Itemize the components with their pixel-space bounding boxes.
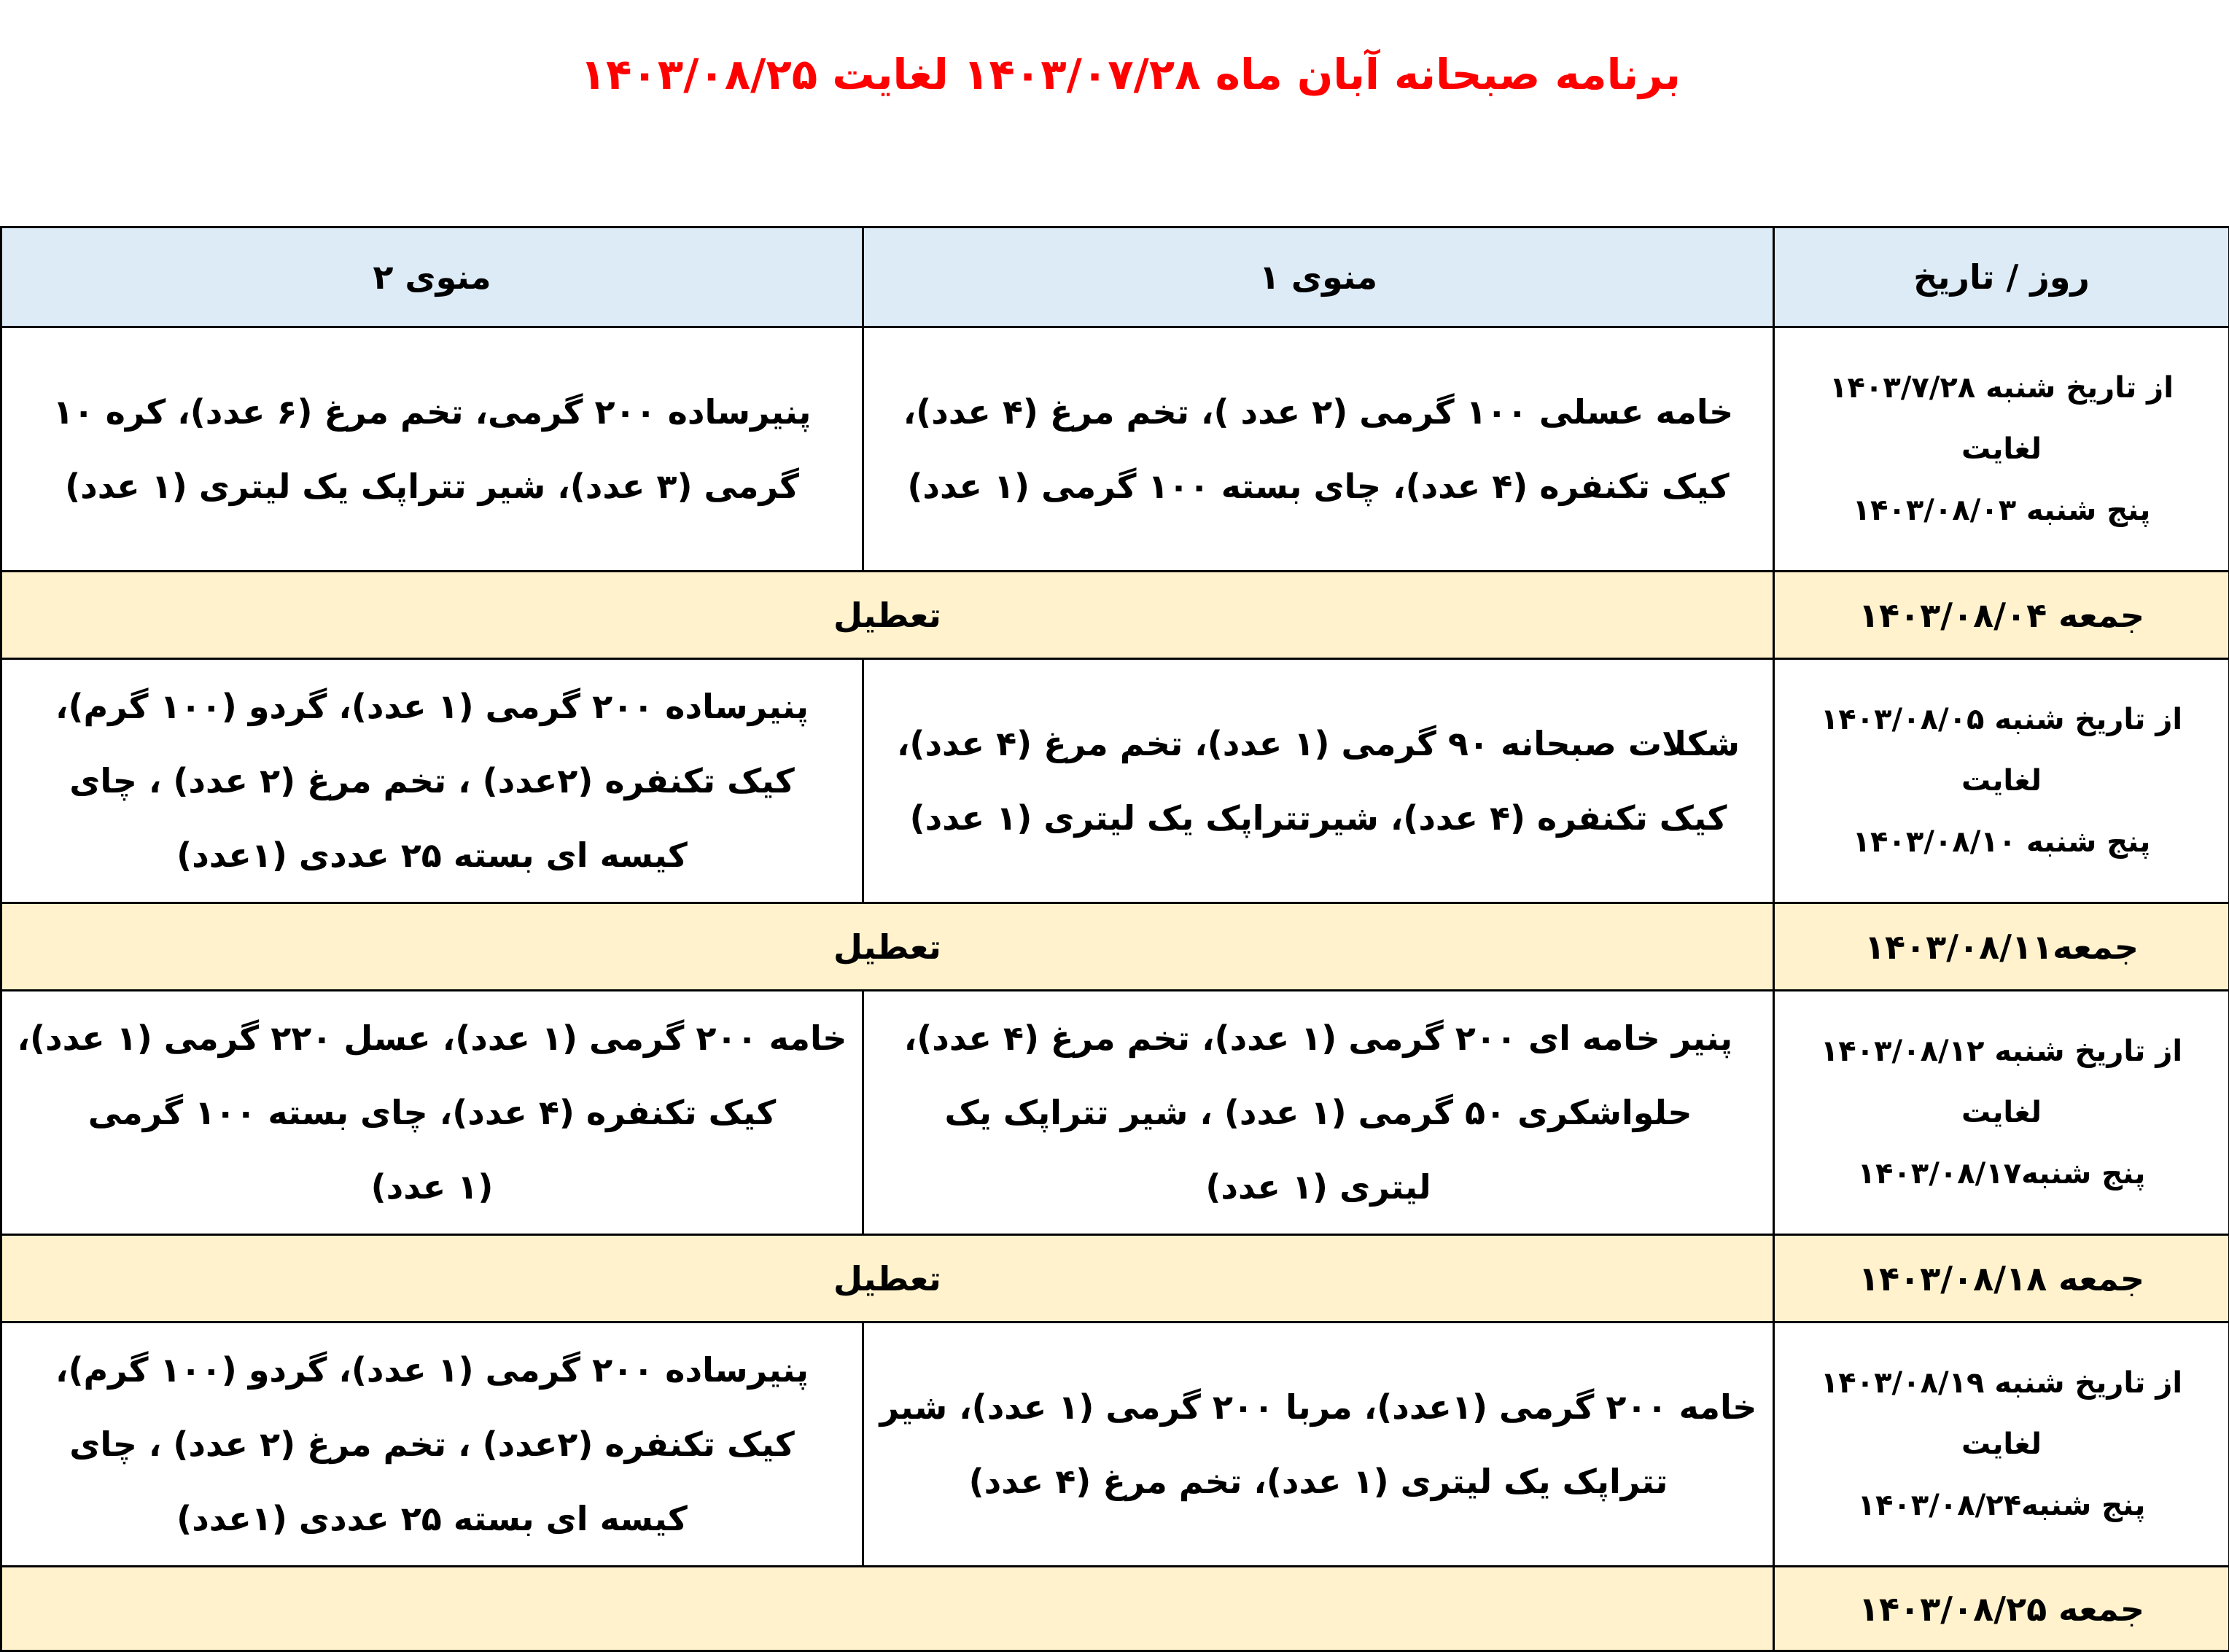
holiday-row <box>1 1235 2229 1322</box>
holiday-row <box>1 903 2229 991</box>
holiday-date: جمعه ۱۴۰۳/۰۸/۰۴ <box>1774 572 2229 659</box>
date-until-label: لغایت <box>1788 418 2215 480</box>
menu-1-cell <box>863 659 1774 903</box>
last-row <box>1 1567 2229 1651</box>
menu-line: کیک تکنفره (۴ عدد)، شیرتتراپک یک لیتری (۱ عدد) <box>877 781 1759 855</box>
header-menu-1: منوی ۱ <box>863 227 1774 327</box>
menu-2-cell <box>1 327 863 572</box>
page-title: برنامه صبحانه آبان ماه ۱۴۰۳/۰۷/۲۸ لغایت ۱۴۰۳/۰۸/۲۵ <box>0 38 1681 111</box>
menu-line: تتراپک یک لیتری (۱ عدد)، تخم مرغ (۴ عدد) <box>877 1444 1759 1519</box>
date-to: پنج شنبه ۱۴۰۳/۰۸/۰۳ <box>1788 480 2215 541</box>
menu-line: کیک تکنفره (۲عدد) ، تخم مرغ (۲ عدد) ، چای <box>15 744 849 818</box>
table-row <box>1 1322 2229 1567</box>
date-from: از تاریخ شنبه ۱۴۰۳/۷/۲۸ <box>1788 357 2215 418</box>
table-row <box>1 991 2229 1235</box>
holiday-row <box>1 572 2229 659</box>
date-to: پنج شنبه۱۴۰۳/۰۸/۲۴ <box>1788 1475 2215 1536</box>
header-date: روز / تاریخ <box>1774 227 2229 327</box>
menu-line: کیسه ای بسته ۲۵ عددی (۱عدد) <box>15 1481 849 1556</box>
date-from: از تاریخ شنبه ۱۴۰۳/۰۸/۰۵ <box>1788 689 2215 750</box>
menu-1-cell <box>863 1322 1774 1567</box>
menu-line: خامه عسلی ۱۰۰ گرمی (۲ عدد )، تخم مرغ (۴ عدد)، <box>877 375 1759 449</box>
header-menu-2: منوی ۲ <box>1 227 863 327</box>
menu-line: پنیر خامه ای ۲۰۰ گرمی (۱ عدد)، تخم مرغ (۴ عدد)، <box>877 1001 1759 1075</box>
menu-line: خامه ۲۰۰ گرمی (۱ عدد)، عسل ۲۲۰ گرمی (۱ عدد)، <box>15 1001 849 1075</box>
holiday-date: جمعه ۱۴۰۳/۰۸/۱۸ <box>1774 1235 2229 1322</box>
date-range-cell <box>1774 1322 2229 1567</box>
menu-line: (۱ عدد) <box>15 1150 849 1224</box>
menu-2-cell <box>1 1322 863 1567</box>
last-date: جمعه ۱۴۰۳/۰۸/۲۵ <box>1774 1567 2229 1651</box>
menu-line: کیک تکنفره (۴ عدد)، چای بسته ۱۰۰ گرمی (۱ عدد) <box>877 449 1759 523</box>
date-until-label: لغایت <box>1788 1414 2215 1475</box>
date-range-cell <box>1774 659 2229 903</box>
holiday-label: تعطیل <box>1 1235 1774 1322</box>
table-row <box>1 659 2229 903</box>
menu-line: پنیرساده ۲۰۰ گرمی (۱ عدد)، گردو (۱۰۰ گرم)، <box>15 1333 849 1407</box>
menu-line: لیتری (۱ عدد) <box>877 1150 1759 1224</box>
holiday-label: تعطیل <box>1 572 1774 659</box>
holiday-date: جمعه۱۴۰۳/۰۸/۱۱ <box>1774 903 2229 991</box>
menu-line: کیک تکنفره (۲عدد) ، تخم مرغ (۲ عدد) ، چای <box>15 1407 849 1481</box>
holiday-label: تعطیل <box>1 903 1774 991</box>
menu-line: خامه ۲۰۰ گرمی (۱عدد)، مربا ۲۰۰ گرمی (۱ عدد)، شیر <box>877 1370 1759 1444</box>
menu-1-cell <box>863 327 1774 572</box>
table-row <box>1 327 2229 572</box>
date-range-cell <box>1774 991 2229 1235</box>
date-range-cell <box>1774 327 2229 572</box>
menu-line: کیسه ای بسته ۲۵ عددی (۱عدد) <box>15 818 849 892</box>
date-to: پنج شنبه ۱۴۰۳/۰۸/۱۰ <box>1788 811 2215 873</box>
header-row <box>1 227 2229 327</box>
menu-line: حلواشکری ۵۰ گرمی (۱ عدد) ، شیر تتراپک یک <box>877 1075 1759 1150</box>
menu-2-cell <box>1 991 863 1235</box>
menu-1-cell <box>863 991 1774 1235</box>
date-to: پنج شنبه۱۴۰۳/۰۸/۱۷ <box>1788 1143 2215 1204</box>
menu-line: پنیرساده ۲۰۰ گرمی (۱ عدد)، گردو (۱۰۰ گرم)، <box>15 669 849 744</box>
date-until-label: لغایت <box>1788 1082 2215 1143</box>
menu-line: پنیرساده ۲۰۰ گرمی، تخم مرغ (۶ عدد)، کره ۱۰ <box>15 375 849 449</box>
menu-2-cell <box>1 659 863 903</box>
date-from: از تاریخ شنبه ۱۴۰۳/۰۸/۱۲ <box>1788 1021 2215 1082</box>
menu-line: شکلات صبحانه ۹۰ گرمی (۱ عدد)، تخم مرغ (۴ عدد)، <box>877 706 1759 781</box>
menu-line: کیک تکنفره (۴ عدد)، چای بسته ۱۰۰ گرمی <box>15 1075 849 1150</box>
date-until-label: لغایت <box>1788 750 2215 811</box>
date-from: از تاریخ شنبه ۱۴۰۳/۰۸/۱۹ <box>1788 1352 2215 1414</box>
breakfast-schedule-table <box>0 226 2229 1652</box>
menu-line: گرمی (۳ عدد)، شیر تتراپک یک لیتری (۱ عدد) <box>15 449 849 523</box>
last-label <box>1 1567 1774 1651</box>
